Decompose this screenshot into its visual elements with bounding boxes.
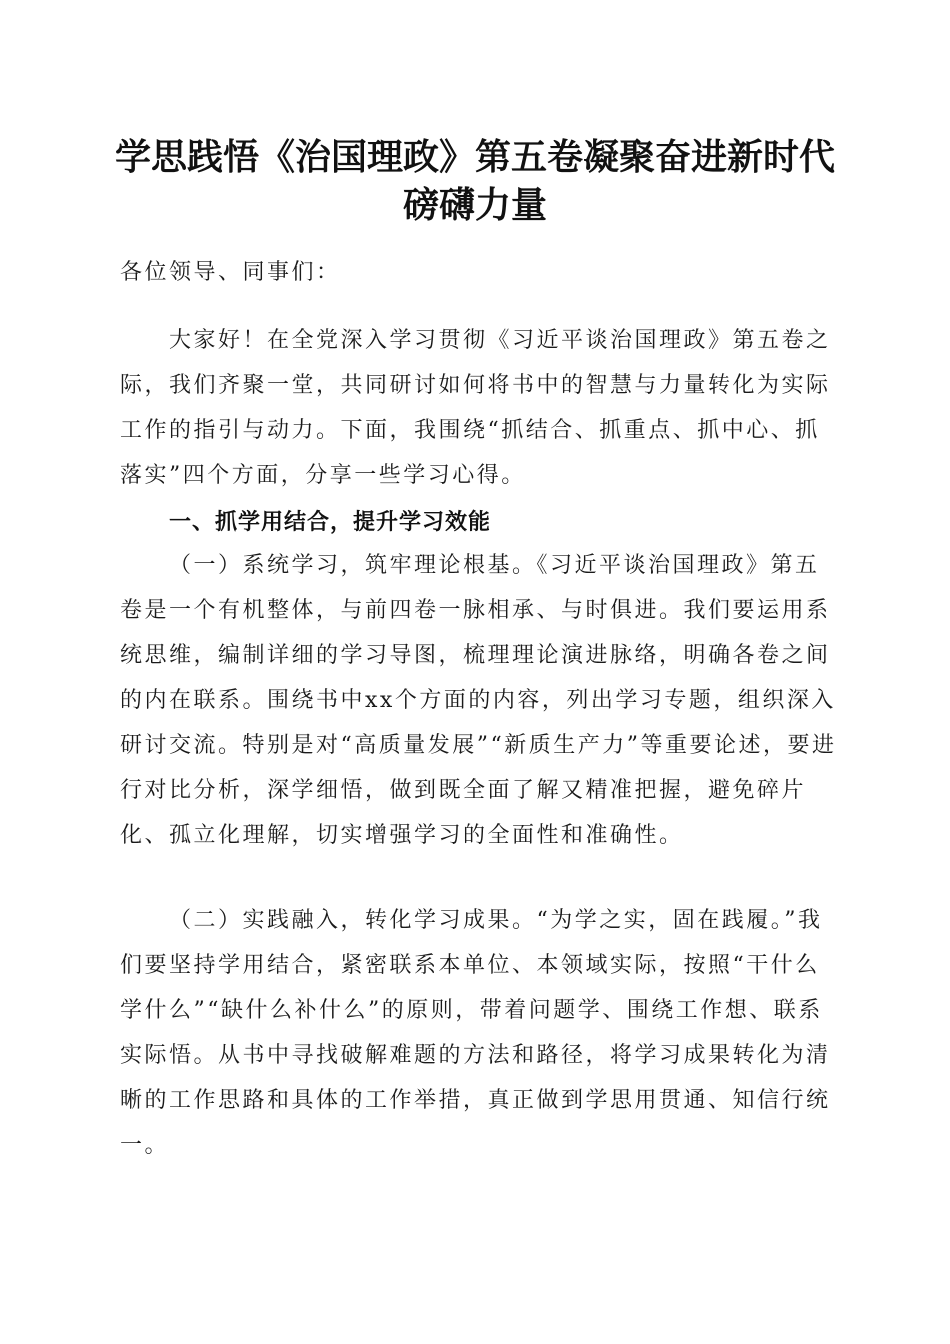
salutation: 各位领导、同事们：	[120, 260, 341, 285]
document-title-line-1: 学思践悟《治国理政》第五卷凝聚奋进新时代	[114, 137, 835, 178]
section-heading-1: 一、抓学用结合，提升学习效能	[169, 510, 492, 535]
document-title-line-2: 磅礴力量	[402, 185, 547, 226]
subsection-paragraph-1: （一）系统学习，筑牢理论根基。《习近平谈治国理政》第五卷是一个有机整体，与前四卷一脉相承、与时俱进。我们要运用系统思维，编制详细的学习导图，梳理理论演进脉络，明确各卷之间的内在联系。围绕书中xx个方面的内容，列出学习专题，组织深入研讨交流。特别是对“高质量发展”“新质生产力”等重要论述，要进行对比分析，深学细悟，做到既全面了解又精准把握，避免碎片化、孤立化理解，切实增强学习的全面性和准确性。	[120, 553, 837, 848]
intro-paragraph: 大家好！在全党深入学习贯彻《习近平谈治国理政》第五卷之际，我们齐聚一堂，共同研讨如何将书中的智慧与力量转化为实际工作的指引与动力。下面，我围绕“抓结合、抓重点、抓中心、抓落实”四个方面，分享一些学习心得。	[120, 328, 831, 488]
subsection-paragraph-2: （二）实践融入，转化学习成果。“为学之实，固在践履。”我们要坚持学用结合，紧密联系本单位、本领域实际，按照“干什么学什么”“缺什么补什么”的原则，带着问题学、围绕工作想、联系实际悟。从书中寻找破解难题的方法和路径，将学习成果转化为清晰的工作思路和具体的工作举措，真正做到学思用贯通、知信行统一。	[120, 908, 831, 1158]
